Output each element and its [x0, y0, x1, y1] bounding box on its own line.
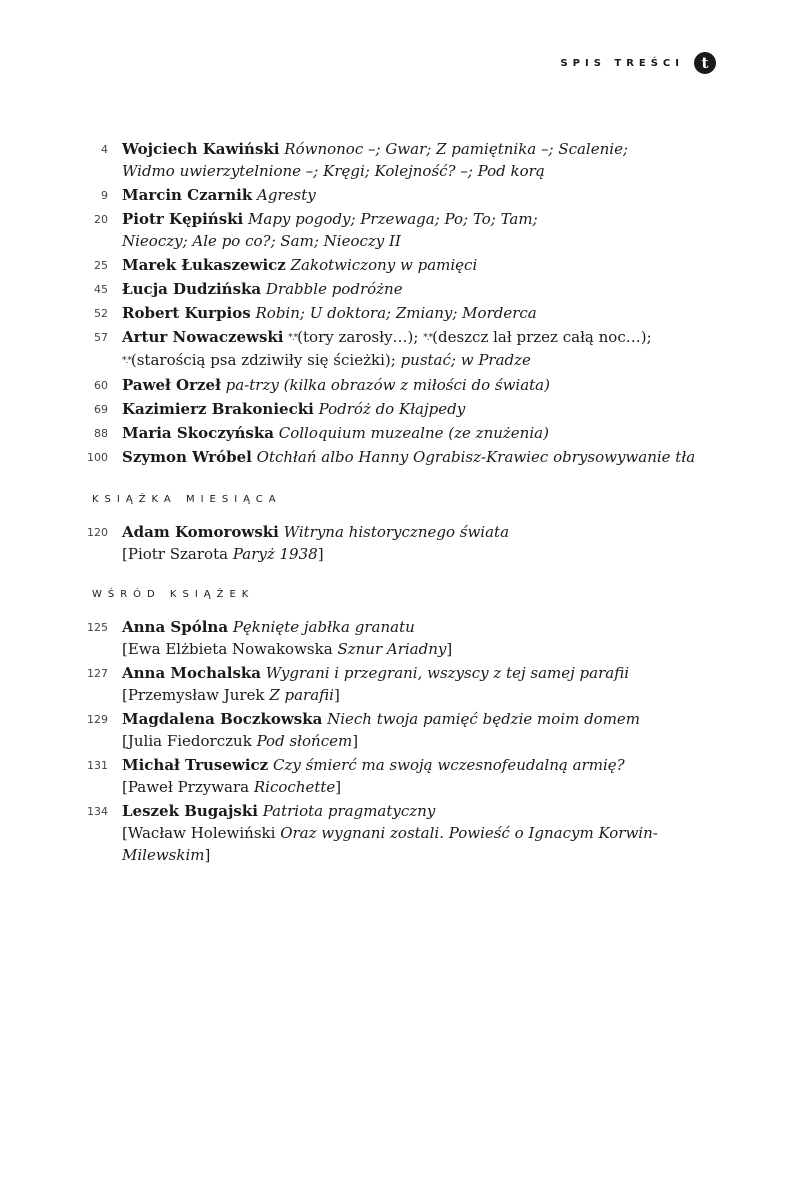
entry-author: Marcin Czarnik [122, 186, 253, 204]
page-number: 9 [101, 189, 108, 202]
toc-entry[interactable] [0, 398, 800, 420]
entry-author: Piotr Kępiński [122, 210, 244, 228]
reviewed-title: Ricochette [253, 778, 336, 796]
entry-title: Wygrani i przegrani, wszyscy z tej samej parafii [265, 664, 629, 682]
entry-author: Marek Łukaszewicz [122, 256, 286, 274]
entry-title: Pęknięte jabłka granatu [232, 618, 415, 636]
toc-entry[interactable] [0, 708, 800, 752]
asterism-icon: *.* [122, 356, 131, 366]
entry-author: Szymon Wróbel [122, 448, 252, 466]
reviewed-title: Pod słońcem [256, 732, 353, 750]
reviewed-title: Paryż 1938 [232, 545, 318, 563]
page-number: 127 [87, 667, 108, 680]
page-number: 125 [87, 621, 108, 634]
page-number: 57 [94, 331, 108, 344]
entry-title: Robin; U doktora; Zmiany; Morderca [255, 304, 537, 322]
toc-entry[interactable] [0, 422, 800, 444]
entry-title-cont: Widmo uwierzytelnione –; Kręgi; Kolejność? –; Pod korą [122, 162, 545, 180]
page-number: 69 [94, 403, 108, 416]
toc-entry[interactable] [0, 138, 800, 182]
entry-author: Michał Trusewicz [122, 756, 269, 774]
entry-author: Kazimierz Brakoniecki [122, 400, 314, 418]
t-logo-icon: t [694, 52, 716, 74]
toc-entry[interactable] [0, 521, 800, 565]
entry-title: Agresty [257, 186, 316, 204]
toc-entry[interactable] [0, 302, 800, 324]
asterism-icon: *.* [288, 333, 298, 343]
entry-title: Colloquium muzealne (ze znużenia) [278, 424, 549, 442]
reviewer-name: Przemysław Jurek [127, 686, 265, 704]
page-title: SPIS TREŚCI [560, 57, 684, 69]
page-number: 120 [87, 526, 108, 539]
toc-entry[interactable] [0, 616, 800, 660]
entry-author: Paweł Orzeł [122, 376, 221, 394]
reviewer-name: Piotr Szarota [127, 545, 229, 563]
review-credit: [Piotr Szarota Paryż 1938] [122, 545, 324, 563]
entry-title: Czy śmierć ma swoją wczesnofeudalną armię? [272, 756, 625, 774]
toc-entry[interactable] [0, 374, 800, 396]
review-credit: [Ewa Elżbieta Nowakowska Sznur Ariadny] [122, 640, 453, 658]
page-number: 129 [87, 713, 108, 726]
entry-author: Adam Komorowski [122, 523, 279, 541]
page-number: 134 [87, 805, 108, 818]
table-of-contents [0, 138, 800, 868]
page-number: 25 [94, 259, 108, 272]
entry-author: Łucja Dudzińska [122, 280, 262, 298]
section-heading-wsrod-ksiazek: WŚRÓD KSIĄŻEK [92, 589, 255, 600]
reviewer-name: Julia Fiedorczuk [127, 732, 252, 750]
entry-author: Leszek Bugajski [122, 802, 258, 820]
section-heading-ksiazka-miesiaca: KSIĄŻKA MIESIĄCA [92, 494, 282, 505]
entry-title: (tory zarosły…); [297, 328, 419, 346]
toc-entry[interactable] [0, 446, 800, 468]
review-credit: [Paweł Przywara Ricochette] [122, 778, 342, 796]
page-number: 131 [87, 759, 108, 772]
reviewer-name: Ewa Elżbieta Nowakowska [127, 640, 333, 658]
reviewer-name: Wacław Holewiński [127, 824, 276, 842]
entry-title: Patriota pragmatyczny [262, 802, 436, 820]
entry-title: pustać; w Pradze [400, 351, 531, 369]
reviewer-name: Paweł Przywara [127, 778, 250, 796]
entry-title: Drabble podróżne [265, 280, 403, 298]
entry-title: Równonoc –; Gwar; Z pamiętnika –; Scalenie; [284, 140, 628, 158]
page-number: 4 [101, 143, 108, 156]
reviewed-title: Sznur Ariadny [337, 640, 447, 658]
entry-title: Otchłań albo Hanny Ograbisz-Krawiec obrysowywanie tła [256, 448, 696, 466]
review-credit: [Przemysław Jurek Z parafii] [122, 686, 340, 704]
entry-author: Wojciech Kawiński [122, 140, 280, 158]
reviewed-title: Z parafii [269, 686, 334, 704]
review-credit: [Wacław Holewiński Oraz wygnani zostali. Powieść o Ignacym Korwin-Milewskim] [122, 824, 658, 864]
entry-title: Mapy pogody; Przewaga; Po; To; Tam; [248, 210, 538, 228]
entry-title: Podróż do Kłajpedy [318, 400, 466, 418]
page-number: 52 [94, 307, 108, 320]
toc-entry[interactable] [0, 254, 800, 276]
page-header [560, 52, 716, 74]
entry-title: Witryna historycznego świata [283, 523, 510, 541]
toc-entry[interactable] [0, 800, 800, 866]
page-number: 88 [94, 427, 108, 440]
entry-author: Robert Kurpios [122, 304, 251, 322]
entry-author: Anna Mochalska [122, 664, 262, 682]
entry-author: Magdalena Boczkowska [122, 710, 323, 728]
page-number: 100 [87, 451, 108, 464]
toc-entry[interactable] [0, 278, 800, 300]
toc-entry[interactable] [0, 208, 800, 252]
page-number: 60 [94, 379, 108, 392]
page-number: 20 [94, 213, 108, 226]
entry-title: Niech twoja pamięć będzie moim domem [327, 710, 641, 728]
asterism-icon: *.* [423, 333, 433, 343]
page-number: 45 [94, 283, 108, 296]
entry-title: Zakotwiczony w pamięci [290, 256, 478, 274]
entry-title: (starością psa zdziwiły się ścieżki); [130, 351, 396, 369]
toc-entry[interactable] [0, 754, 800, 798]
toc-entry[interactable] [0, 184, 800, 206]
entry-title: pa-trzy (kilka obrazów z miłości do świata) [225, 376, 550, 394]
entry-author: Anna Spólna [122, 618, 229, 636]
toc-entry[interactable] [0, 662, 800, 706]
entry-author: Artur Nowaczewski [122, 328, 284, 346]
reviewed-title: Oraz wygnani zostali. Powieść o Ignacym Korwin-Milewskim [122, 824, 658, 864]
toc-entry[interactable] [0, 326, 800, 372]
entry-title-cont: Nieoczy; Ale po co?; Sam; Nieoczy II [122, 232, 401, 250]
entry-title: (deszcz lał przez całą noc…); [432, 328, 652, 346]
review-credit: [Julia Fiedorczuk Pod słońcem] [122, 732, 359, 750]
entry-author: Maria Skoczyńska [122, 424, 274, 442]
